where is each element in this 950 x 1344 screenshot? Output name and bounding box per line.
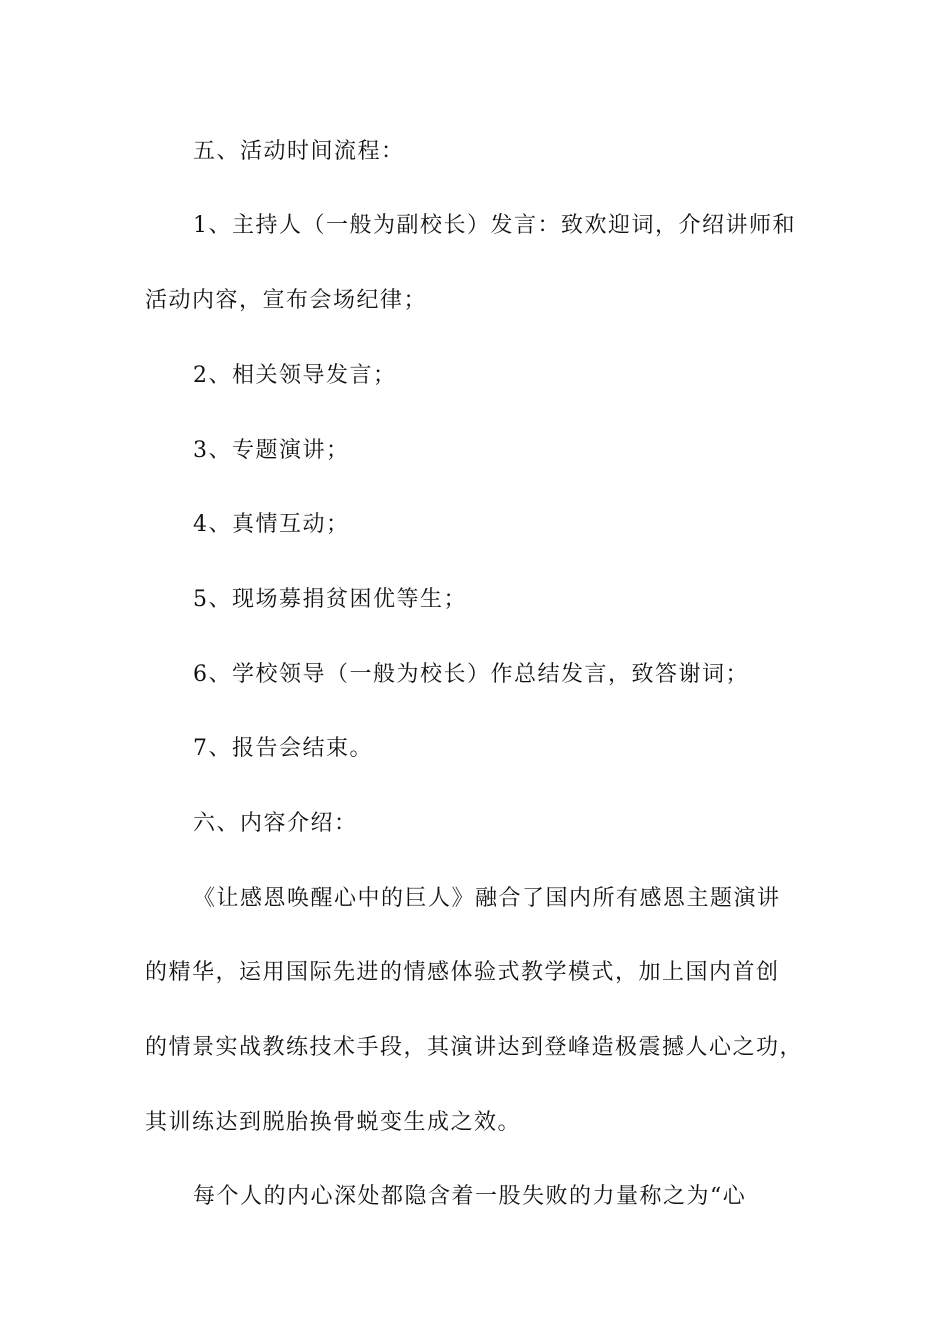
paragraph-line: 《让感恩唤醒心中的巨人》融合了国内所有感恩主题演讲 (193, 886, 781, 911)
paragraph-line: 4、真情互动； (193, 512, 350, 537)
paragraph-line: 6、学校领导（一般为校长）作总结发言，致答谢词； (193, 662, 749, 687)
section-heading-schedule: 五、活动时间流程： (193, 139, 405, 164)
paragraph-line: 5、现场募捐贫困优等生； (193, 587, 467, 612)
paragraph-line: 其训练达到脱胎换骨蜕变生成之效。 (145, 1110, 522, 1135)
section-heading-content: 六、内容介绍： (193, 811, 358, 836)
paragraph-line: 每个人的内心深处都隐含着一股失败的力量称之为“心 (193, 1184, 747, 1209)
paragraph-line: 3、专题演讲； (193, 438, 350, 463)
paragraph-line: 活动内容，宣布会场纪律； (145, 288, 428, 313)
paragraph-line: 7、报告会结束。 (193, 736, 373, 761)
paragraph-line: 1、主持人（一般为副校长）发言：致欢迎词，介绍讲师和 (193, 213, 796, 238)
paragraph-line: 的精华，运用国际先进的情感体验式教学模式，加上国内首创 (145, 960, 780, 985)
paragraph-line: 的情景实战教练技术手段，其演讲达到登峰造极震撼人心之功， (145, 1035, 804, 1060)
paragraph-line: 2、相关领导发言； (193, 363, 397, 388)
